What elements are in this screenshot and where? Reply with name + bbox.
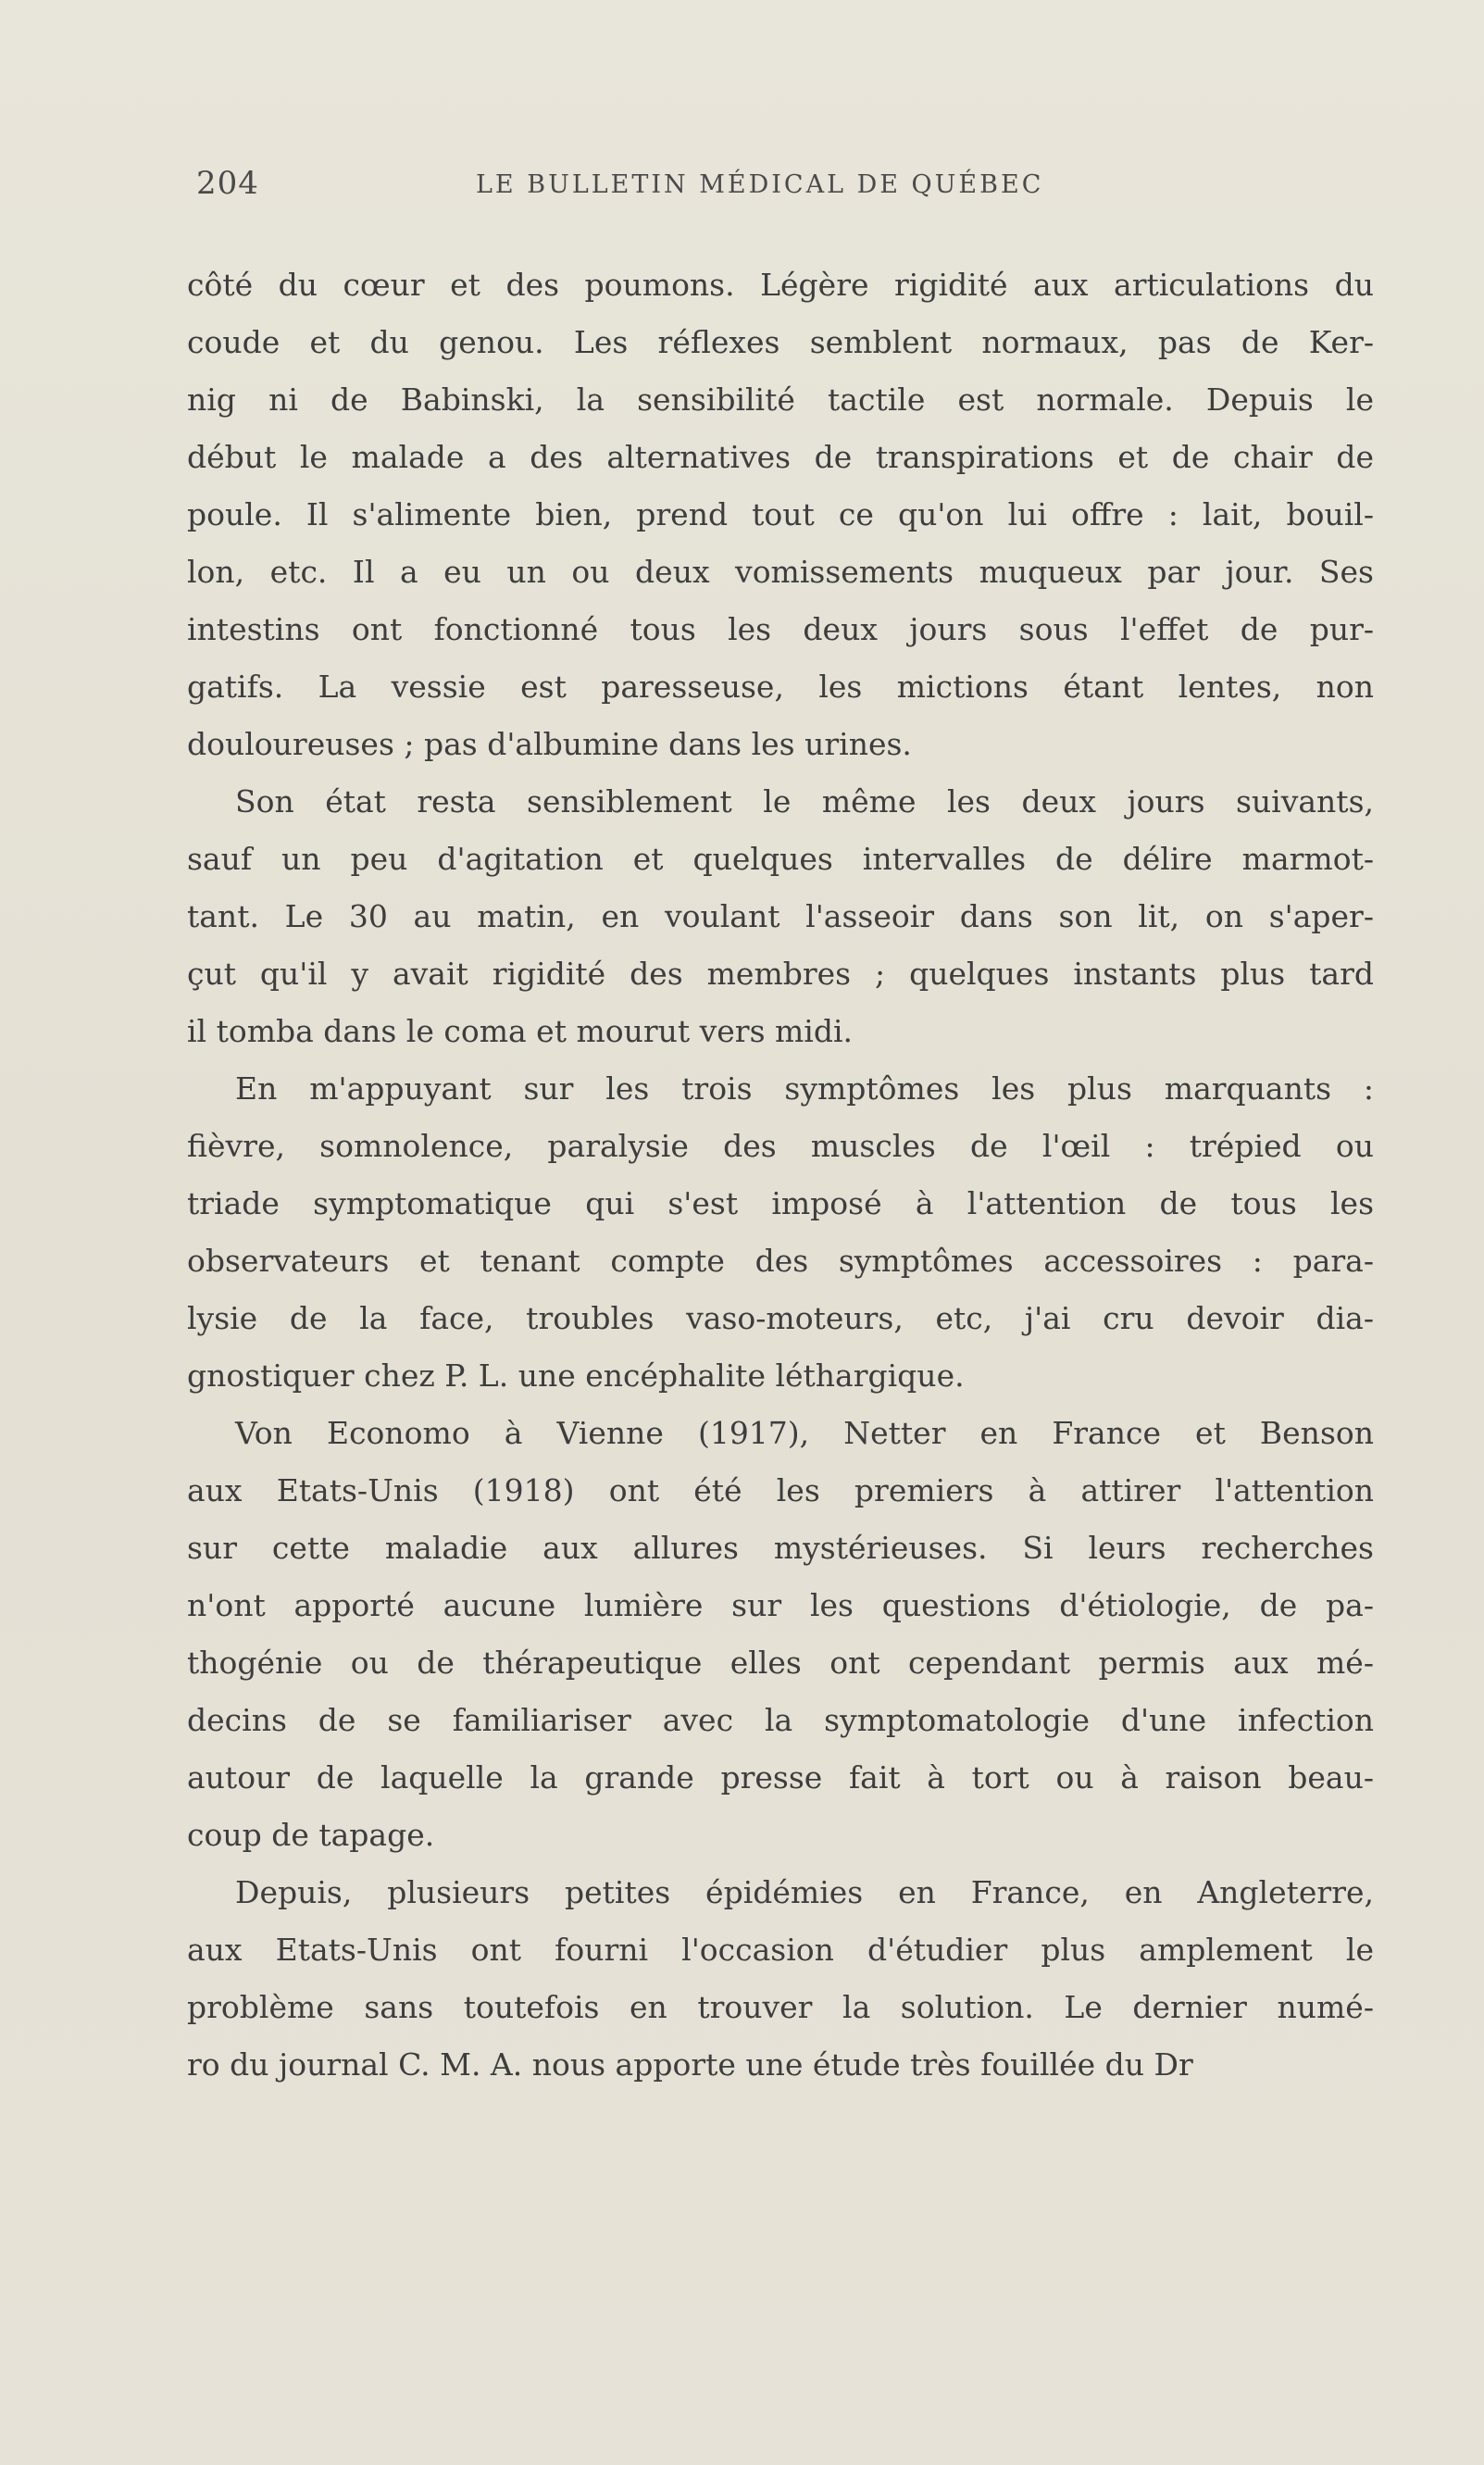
text-line: Depuis, plusieurs petites épidémies en France, en Angleterre,	[235, 1874, 1374, 1910]
text-line: il tomba dans le coma et mourut vers midi.	[187, 1013, 854, 1049]
paragraph	[187, 257, 1374, 773]
text-line: observateurs et tenant compte des symptômes accessoires : para-	[187, 1243, 1374, 1279]
text-line: triade symptomatique qui s'est imposé à l'attention de tous les	[187, 1185, 1374, 1221]
running-title: LE BULLETIN MÉDICAL DE QUÉBEC	[476, 170, 1044, 199]
text-line: sauf un peu d'agitation et quelques intervalles de délire marmot-	[187, 841, 1374, 877]
text-line: autour de laquelle la grande presse fait à tort ou à raison beau-	[187, 1759, 1374, 1796]
paragraph	[187, 1864, 1374, 2094]
text-line: intestins ont fonctionné tous les deux jours sous l'effet de pur-	[187, 611, 1374, 647]
text-line: début le malade a des alternatives de transpirations et de chair de	[187, 439, 1374, 475]
text-line: fièvre, somnolence, paralysie des muscles de l'œil : trépied ou	[187, 1128, 1374, 1164]
text-line: coup de tapage.	[187, 1817, 435, 1853]
text-line: sur cette maladie aux allures mystérieuses. Si leurs recherches	[187, 1530, 1374, 1566]
text-line: aux Etats-Unis (1918) ont été les premiers à attirer l'attention	[187, 1472, 1374, 1508]
text-line: En m'appuyant sur les trois symptômes les plus marquants :	[235, 1070, 1374, 1107]
paragraph	[187, 1060, 1374, 1405]
text-line: ro du journal C. M. A. nous apporte une étude très fouillée du Dr	[187, 2046, 1193, 2083]
page-number: 204	[196, 165, 259, 202]
text-line: nig ni de Babinski, la sensibilité tactile est normale. Depuis le	[187, 382, 1374, 418]
text-line: coude et du genou. Les réflexes semblent normaux, pas de Ker-	[187, 324, 1374, 360]
paragraph	[187, 1405, 1374, 1864]
text-line: gnostiquer chez P. L. une encéphalite léthargique.	[187, 1358, 965, 1394]
text-line: lysie de la face, troubles vaso-moteurs, etc, j'ai cru devoir dia-	[187, 1300, 1374, 1336]
text-line: n'ont apporté aucune lumière sur les questions d'étiologie, de pa-	[187, 1587, 1374, 1623]
text-line: poule. Il s'alimente bien, prend tout ce qu'on lui offre : lait, bouil-	[187, 496, 1374, 532]
page-header	[196, 165, 1372, 211]
text-line: aux Etats-Unis ont fourni l'occasion d'étudier plus amplement le	[187, 1932, 1374, 1968]
text-line: Son état resta sensiblement le même les deux jours suivants,	[235, 783, 1374, 820]
text-line: gatifs. La vessie est paresseuse, les mictions étant lentes, non	[187, 669, 1374, 705]
text-line: thogénie ou de thérapeutique elles ont cependant permis aux mé-	[187, 1645, 1374, 1681]
text-line: douloureuses ; pas d'albumine dans les urines.	[187, 726, 912, 762]
text-line: decins de se familiariser avec la symptomatologie d'une infection	[187, 1702, 1374, 1738]
text-line: problème sans toutefois en trouver la solution. Le dernier numé-	[187, 1989, 1374, 2025]
paragraph	[187, 773, 1374, 1060]
text-line: lon, etc. Il a eu un ou deux vomissements muqueux par jour. Ses	[187, 554, 1374, 590]
text-line: Von Economo à Vienne (1917), Netter en France et Benson	[235, 1415, 1374, 1451]
text-line: tant. Le 30 au matin, en voulant l'asseoir dans son lit, on s'aper-	[187, 898, 1374, 934]
text-line: çut qu'il y avait rigidité des membres ; quelques instants plus tard	[187, 956, 1374, 992]
body-text	[187, 257, 1374, 2094]
text-line: côté du cœur et des poumons. Légère rigidité aux articulations du	[187, 267, 1374, 303]
